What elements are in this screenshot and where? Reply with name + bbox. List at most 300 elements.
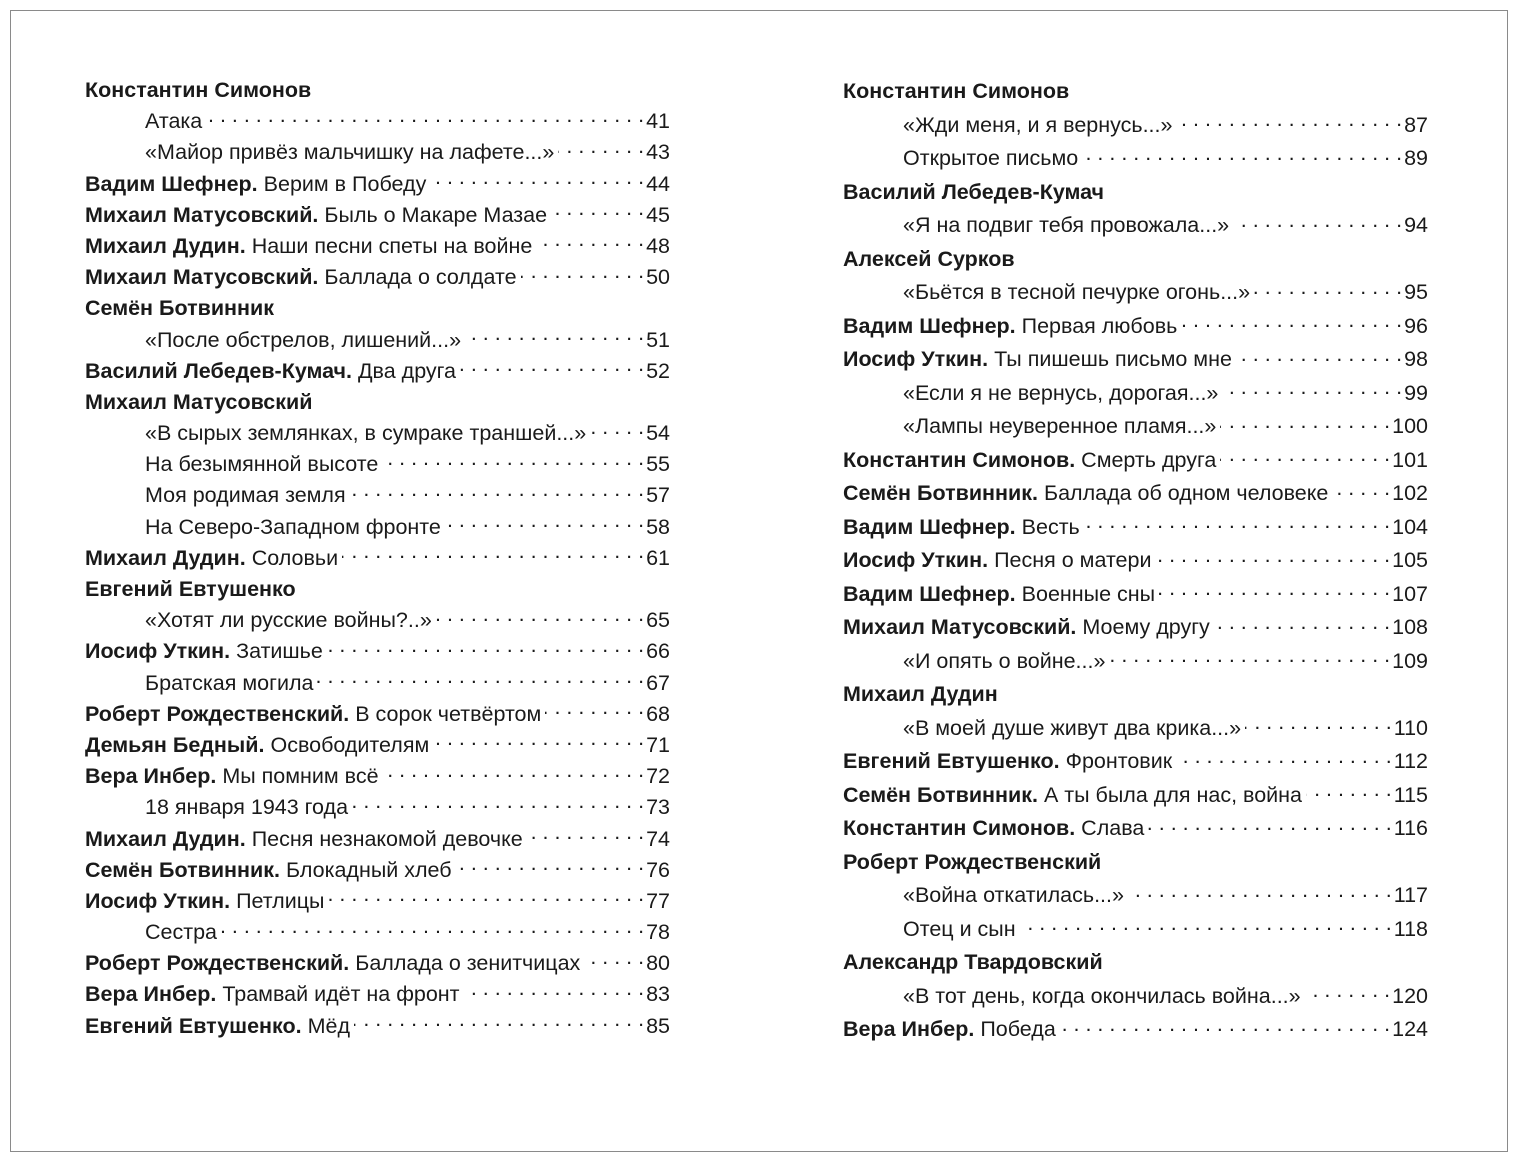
author-name: Михаил Дудин. [85,545,246,570]
dot-leader [1236,345,1402,367]
entry-text [145,512,445,543]
toc-author-heading [85,293,670,324]
toc-author-heading [843,176,1428,210]
page-number: 83 [646,982,670,1007]
toc-entry [85,200,670,231]
page-number: 117 [1393,883,1428,907]
author-name: Демьян Бедный. [85,732,265,757]
poem-title: В сорок четвёртом [355,701,542,726]
entry-text [85,730,433,761]
poem-title: Трамвай идёт на фронт [222,982,460,1007]
toc-author-heading [843,946,1428,980]
dot-leader [1245,713,1392,735]
entry-text [85,979,464,1010]
entry-text [85,231,536,262]
poem-title: «Бьётся в тесной печурке огонь...» [903,280,1251,304]
toc-entry [843,544,1428,578]
toc-entry [843,745,1428,779]
entry-text [903,109,1176,143]
poem-title: «Лампы неуверенное пламя...» [903,414,1217,438]
page-number: 74 [646,826,670,851]
page-number: 61 [646,545,670,570]
poem-title: Братская могила [145,670,314,695]
dot-leader [1305,981,1391,1003]
page-number: 100 [1392,414,1428,438]
toc-entry [843,511,1428,545]
author-name: Иосиф Уткин. [843,548,989,572]
dot-leader [445,512,644,534]
toc-author-heading [85,75,670,106]
author-name: Евгений Евтушенко [85,577,296,601]
poem-title: «Я на подвиг тебя провожала...» [903,213,1230,237]
poem-title: «В сырых землянках, в сумраке траншей...» [145,421,587,446]
poem-title: На Северо-Западном фронте [145,514,441,539]
poem-title: Первая любовь [1021,313,1178,338]
entry-text [843,544,1155,578]
author-name: Михаил Матусовский. [85,202,319,227]
poem-title: «В тот день, когда окончилась война...» [903,983,1301,1008]
entry-text [145,325,465,356]
author-name: Роберт Рождественский. [85,701,350,726]
dot-leader [327,637,644,659]
poem-title: Быль о Макаре Мазае [324,202,548,227]
author-name: Михаил Дудин. [85,826,246,851]
toc-entry [843,980,1428,1014]
entry-text [843,812,1148,846]
dot-leader [1220,445,1390,467]
poem-title: «Майор привёз мальчишку на лафете...» [145,140,555,165]
dot-leader [1181,311,1402,333]
poem-title: Моему другу [1082,615,1210,639]
dot-leader [1084,512,1390,534]
toc-entry [843,276,1428,310]
dot-leader [460,356,644,378]
page-number: 48 [646,233,670,258]
toc-entry [85,761,670,792]
dot-leader [1220,412,1390,434]
toc-entry [843,477,1428,511]
page-number: 109 [1392,648,1428,673]
page-number: 72 [646,764,670,789]
poem-title: Петлицы [236,888,325,913]
toc-entry [85,605,670,636]
page-number: 65 [646,608,670,633]
poem-title: Атака [145,109,203,134]
toc-entry [85,231,670,262]
page-number: 57 [646,483,670,508]
dot-leader [1082,144,1402,166]
toc-entry [85,699,670,730]
entry-text [843,611,1214,645]
poem-title: Верим в Победу [263,171,427,196]
author-name: Александр Твардовский [843,950,1103,974]
page-number: 41 [646,109,670,134]
author-name: Вадим Шефнер. [85,171,258,196]
dot-leader [584,949,644,971]
page-number: 124 [1392,1017,1428,1041]
entry-text [85,824,527,855]
author-name: Михаил Дудин. [85,233,246,258]
toc-entry [843,343,1428,377]
dot-leader [536,231,644,253]
dot-leader [382,450,644,472]
poem-title: Открытое письмо [903,146,1079,170]
page-number: 112 [1393,749,1428,773]
toc-entry [85,917,670,948]
toc-entry [85,262,670,293]
author-name: Семён Ботвинник [85,296,274,321]
poem-title: Два друга [357,358,456,383]
toc-entry [85,824,670,855]
author-name: Роберт Рождественский [843,849,1102,874]
page-number: 52 [646,358,670,383]
poem-title: Смерть друга [1081,447,1217,472]
toc-entry [85,106,670,137]
toc-entry [85,356,670,387]
dot-leader [1306,780,1392,802]
entry-text [85,886,329,917]
poem-title: «После обстрелов, лишений...» [145,327,462,352]
entry-text [903,142,1082,176]
entry-text [145,106,206,137]
page-number: 76 [646,857,670,882]
poem-title: Блокадный хлеб [285,857,452,882]
page-number: 77 [646,888,670,913]
author-name: Роберт Рождественский. [85,951,350,976]
toc-author-heading [843,243,1428,277]
poem-title: «И опять о войне...» [903,648,1106,673]
toc-author-heading [85,387,670,418]
dot-leader [1020,914,1392,936]
entry-text [85,543,342,574]
dot-leader [1233,211,1402,233]
page-number: 66 [646,639,670,664]
dot-leader [221,918,644,940]
toc-entry [843,410,1428,444]
toc-entry [843,611,1428,645]
entry-text [85,200,551,231]
toc-entry [85,979,670,1010]
author-name: Василий Лебедев-Кумач [843,179,1105,204]
toc-entry [843,879,1428,913]
author-name: Константин Симонов. [843,816,1076,840]
poem-title: Фронтовик [1065,749,1173,773]
entry-text [145,449,382,480]
toc-entry [85,668,670,699]
entry-text [843,1013,1060,1047]
dot-leader [551,200,644,222]
poem-title: На безымянной высоте [145,452,379,477]
dot-leader [527,824,644,846]
page-number: 105 [1392,548,1428,572]
entry-text [843,477,1332,511]
page-number: 94 [1404,213,1428,237]
dot-leader [342,543,644,565]
toc-entry [843,712,1428,746]
poem-title: «Война откатилась...» [903,883,1124,907]
entry-text [85,699,545,730]
page-number: 44 [646,171,670,196]
toc-entry [85,480,670,511]
poem-title: Весть [1021,514,1080,539]
toc-entry [843,142,1428,176]
dot-leader [545,699,644,721]
author-name: Вера Инбер. [85,764,217,789]
author-name: Вадим Шефнер. [843,581,1016,606]
dot-leader [350,481,644,503]
author-name: Михаил Дудин [843,682,998,706]
entry-text [85,636,327,667]
entry-text [903,410,1220,444]
page-number: 96 [1404,313,1428,338]
entry-text [145,418,590,449]
toc-entry [85,1011,670,1042]
dot-leader [1060,1015,1390,1037]
entry-text [903,209,1233,243]
entry-text [903,913,1020,947]
entry-text [145,668,317,699]
toc-entry [85,636,670,667]
entry-text [85,169,430,200]
dot-leader [436,606,644,628]
page-number: 54 [646,421,670,446]
page-number: 50 [646,265,670,290]
page-number: 104 [1392,514,1428,539]
dot-leader [465,325,644,347]
author-name: Иосиф Уткин. [843,347,989,371]
author-name: Иосиф Уткин. [85,639,231,664]
poem-title: Баллада об одном человеке [1043,481,1329,505]
dot-leader [456,855,644,877]
toc-entry [85,512,670,543]
poem-title: «Хотят ли русские войны?..» [145,608,432,633]
poem-title: Ты пишешь письмо мне [994,347,1232,371]
page-number: 73 [646,795,670,820]
toc-entry [843,578,1428,612]
author-name: Семён Ботвинник. [843,481,1038,505]
page-number: 107 [1392,581,1428,606]
dot-leader [1214,613,1390,635]
poem-title: Освободителям [270,732,430,757]
toc-author-heading [843,846,1428,880]
entry-text [843,343,1236,377]
author-name: Алексей Сурков [843,246,1015,271]
page-number: 51 [646,327,670,352]
poem-title: «Жди меня, и я вернусь...» [903,112,1173,137]
page-number: 43 [646,140,670,165]
dot-leader [1176,747,1392,769]
dot-leader [1159,579,1390,601]
author-name: Василий Лебедев-Кумач. [85,358,352,383]
author-name: Семён Ботвинник. [85,857,280,882]
page-number: 108 [1392,615,1428,639]
entry-text [903,879,1128,913]
toc-author-heading [843,75,1428,109]
poem-title: Мы помним всё [222,764,379,789]
entry-text [903,645,1109,679]
dot-leader [430,169,644,191]
toc-entry [843,109,1428,143]
poem-title: Затишье [236,639,323,664]
page-number: 58 [646,514,670,539]
author-name: Михаил Матусовский. [843,615,1077,639]
page-number: 116 [1393,816,1428,840]
dot-leader [1109,646,1390,668]
dot-leader [521,263,645,285]
dot-leader [354,1011,644,1033]
poem-title: Слава [1081,816,1145,840]
page-number: 78 [646,920,670,945]
toc-entry [85,855,670,886]
page-number: 120 [1392,983,1428,1008]
author-name: Иосиф Уткин. [85,888,231,913]
author-name: Вера Инбер. [843,1017,975,1041]
toc-entry [85,449,670,480]
dot-leader [590,419,644,441]
toc-entry [85,730,670,761]
entry-text [843,578,1159,612]
entry-text [843,779,1306,813]
entry-text [843,310,1181,344]
entry-text [903,276,1254,310]
poem-title: А ты была для нас, война [1043,782,1302,807]
entry-text [903,980,1305,1014]
poem-title: «Если я не вернусь, дорогая...» [903,380,1219,405]
page-number: 87 [1404,112,1428,137]
entry-text [903,377,1222,411]
toc-author-heading [843,678,1428,712]
poem-title: «В моей душе живут два крика...» [903,715,1242,740]
toc-entry [85,948,670,979]
toc-entry [843,779,1428,813]
dot-leader [1148,814,1391,836]
entry-text [85,262,521,293]
toc-entry [843,645,1428,679]
toc-entry [85,886,670,917]
dot-leader [317,668,644,690]
page-number: 99 [1404,380,1428,405]
dot-leader [383,762,645,784]
entry-text [903,712,1245,746]
poem-title: Победа [980,1017,1056,1041]
entry-text [843,745,1176,779]
author-name: Вера Инбер. [85,982,217,1007]
dot-leader [433,730,644,752]
poem-title: Баллада о зенитчицах [355,951,581,976]
entry-text [145,792,352,823]
toc-entry [85,418,670,449]
poem-title: Отец и сын [903,916,1016,941]
entry-text [145,605,436,636]
page-number: 67 [646,670,670,695]
entry-text [843,444,1220,478]
toc-entry [843,444,1428,478]
poem-title: Наши песни спеты на войне [251,233,533,258]
dot-leader [1332,479,1390,501]
toc-entry [843,1013,1428,1047]
toc-right-column [843,75,1428,1047]
toc-entry [843,812,1428,846]
entry-text [85,1011,354,1042]
dot-leader [1155,546,1390,568]
toc-entry [843,310,1428,344]
poem-title: Песня о матери [994,548,1152,572]
page-number: 115 [1393,782,1428,807]
toc-entry [843,377,1428,411]
entry-text [145,917,221,948]
author-name: Евгений Евтушенко. [843,749,1060,773]
toc-entry [85,169,670,200]
author-name: Константин Симонов [85,78,312,102]
poem-title: 18 января 1943 года [145,795,349,820]
entry-text [145,480,350,511]
page-number: 102 [1392,481,1428,505]
dot-leader [1222,378,1402,400]
author-name: Семён Ботвинник. [843,782,1038,807]
page-number: 45 [646,202,670,227]
toc-entry [843,913,1428,947]
page-number: 55 [646,452,670,477]
poem-title: Песня незнакомой девочке [251,826,523,851]
page-number: 98 [1404,347,1428,371]
entry-text [85,761,383,792]
dot-leader [558,138,644,160]
author-name: Евгений Евтушенко. [85,1013,302,1038]
author-name: Вадим Шефнер. [843,313,1016,338]
poem-title: Баллада о солдате [324,265,517,290]
author-name: Михаил Матусовский [85,389,313,414]
dot-leader [352,793,644,815]
toc-author-heading [85,574,670,605]
page-number: 95 [1404,280,1428,304]
page-number: 110 [1393,715,1428,740]
toc-left-column [85,75,670,1042]
toc-entry [85,543,670,574]
dot-leader [1254,278,1402,300]
author-name: Константин Симонов. [843,447,1076,472]
author-name: Вадим Шефнер. [843,514,1016,539]
author-name: Константин Симонов [843,79,1070,103]
entry-text [85,948,584,979]
toc-entry [843,209,1428,243]
page-number: 101 [1392,447,1428,472]
page-number: 85 [646,1013,670,1038]
page-number: 80 [646,951,670,976]
entry-text [85,855,456,886]
dot-leader [206,107,644,129]
entry-text [145,137,558,168]
author-name: Михаил Матусовский. [85,265,319,290]
toc-entry [85,792,670,823]
page-number: 118 [1393,916,1428,941]
poem-title: Соловьи [251,545,339,570]
entry-text [843,511,1084,545]
page-number: 71 [646,732,670,757]
dot-leader [1128,881,1392,903]
dot-leader [464,980,645,1002]
dot-leader [329,886,645,908]
entry-text [85,356,460,387]
toc-entry [85,325,670,356]
poem-title: Мёд [307,1013,351,1038]
dot-leader [1176,110,1402,132]
page-number: 89 [1404,146,1428,170]
toc-entry [85,137,670,168]
poem-title: Моя родимая земля [145,483,346,508]
poem-title: Сестра [145,920,217,945]
poem-title: Военные сны [1021,581,1156,606]
page-number: 68 [646,701,670,726]
